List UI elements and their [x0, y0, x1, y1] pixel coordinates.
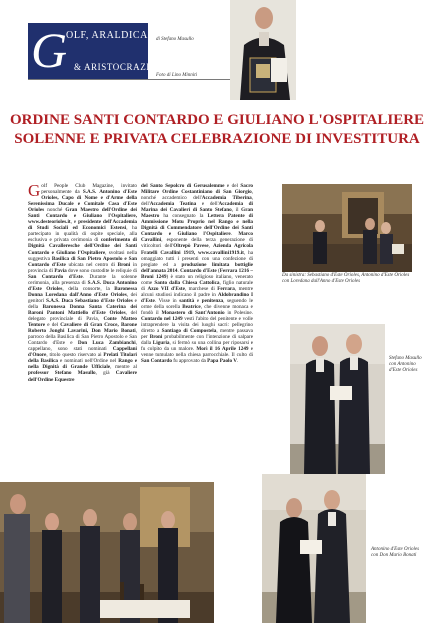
column-2-text: del Santo Sepolcro di Gerusalemme e del Sacro Militare Ordine Costantiniano di San Giorgio, nonché accademico dell'Accademia Tiberina, dell'Accademia Teatina e dell'Accademia di Marina dei Cavalieri di Santo Stefano, il Gran Maestro ha consegnato la Lettera Patente di Ammissione Motu Proprio nel Rango e nella Dignità di Commendatore dell'Ordine dei Santi Contardo e Giuliano l'Ospitaliere. Marco Cavallini, esponente della terza generazione di viticoltori dell'Oltrepò Pavese, Azienda Agricola Fratelli Cavallini 1919, www.cavallini1919.it, ha omaggiato tutti i presenti con una confezione di pregiate ed a produzione limitata bottiglie dell'annata 2014. Contardo d'Este (Ferrara 1216 – Broni 1249) è stato un religioso italiano, venerato come Santo dalla Chiesa Cattolica, figlio naturale di Azzo VII d'Este, marchese di Ferrara, mentre alcuni studiosi indicano il padre in Aldobrandino I d'Este. Visse in santità e penitenza, seguendo le orme della sorella Beatrice, che divenne monaca e fondò il Monastero di Sant'Antonio in Polesine. Contardo nel 1249 vestì l'abito del penitente e volle intraprendere la visita dei luoghi sacri: pellegrino diretto a Santiago di Compostela, mentre passava per Broni probabilmente con l'intenzione di salpare dalla Liguria, si fermò su una collina per riposarsi e fu colpito da un malore. Morì il 16 Aprile 1249 e venne tumulato nella chiesa parrocchiale. Il culto di San Contardo fu approvato da Papa Paolo V.: [141, 183, 253, 365]
article-column-2: [141, 183, 253, 463]
two-men-photo: [290, 324, 385, 474]
author-byline: di Stefano Masullo: [156, 37, 194, 42]
priest-photo-caption: Antonino d'Este Orioles con Don Mario Bonati: [371, 547, 420, 558]
chapel-photo-caption: Da sinistra: Sebastiano d'Este Orioles, Antonino d'Este Orioles con Loredana dall'Anno d'Este Orioles: [282, 273, 410, 284]
header-initial-letter: G: [31, 22, 68, 78]
article-title: ORDINE SANTI CONTARDO E GIULIANO L'OSPITALIERE: [9, 112, 425, 128]
header-title-line1: OLF, ARALDICA: [66, 30, 149, 41]
article-column-1: [28, 183, 137, 468]
photo-credit: Foto di Lino Minniti: [156, 73, 197, 78]
priest-photo: [262, 474, 366, 623]
group-ceremony-photo: [0, 482, 214, 623]
drop-cap: G: [28, 183, 41, 200]
top-portrait-photo: [230, 0, 296, 100]
header-divider: [28, 79, 238, 80]
two-men-photo-caption: Stefano Masullo con Antonino d'Este Orioles: [389, 356, 422, 373]
header-title-line2: & ARISTOCRAZIA: [74, 62, 157, 72]
article-subtitle: SOLENNE E PRIVATA CELEBRAZIONE DI INVESTITURA: [14, 131, 420, 147]
column-1-text: olf People Club Magazine, invitato personalmente da S.A.S. Antonino d'Este Orioles, Capo di Nome e d'Arme della Serenissima Ducale e Comitale Casa d'Este Orioles nonché Gran Maestro dell'Ordine dei Santi Contardo e Giuliano l'Ospitaliere, www.desteorioles.it, e presidente dell'Accademia di Studi Sociali ed Economici Estensi, ha partecipato in qualità di ospite speciale, alla esclusiva e privata cerimonia di conferimento di Dignità Cavalleresche dell'Ordine dei Santi Contardo e Giuliano l'Ospitaliere, svoltasi nella suggestiva Basilica di San Pietro Apostolo e San Contardo d'Este ubicata nel centro di Broni in provincia di Pavia dove sono custodite le reliquie di San Contardo d'Este. Durante la solenne cerimonia, alla presenza di S.A.S. Duca Antonino d'Este Orioles, della consorte, la Baronessa Donna Loredana dall'Anno d'Este Orioles, dei genitori S.A.S. Duca Sebastiano d'Este Orioles e della Baronessa Donna Santa Caterina dei Baroni Pantoni Mattiello d'Este Orioles, del delegato provinciale di Pavia, Conte Matteo Tentore e del Cavaliere di Gran Croce, Barone Roberto Jonghi Lavarini, Don Mario Bonati, parroco della Basilica di San Pietro Apostolo e San Contardo d'Este e Don Luca Zambianchi, cappellano, sono stati nominati Cappellani d'Onore, titolo questo riservato ai Prelati Titolari della Basilica e nominati nell'Ordine nel Rango e nella Dignità di Grande Ufficiale, mentre al professor Stefano Masullo, già Cavaliere dell'Ordine Equestre: [28, 183, 137, 383]
chapel-ceremony-photo: [282, 184, 412, 272]
